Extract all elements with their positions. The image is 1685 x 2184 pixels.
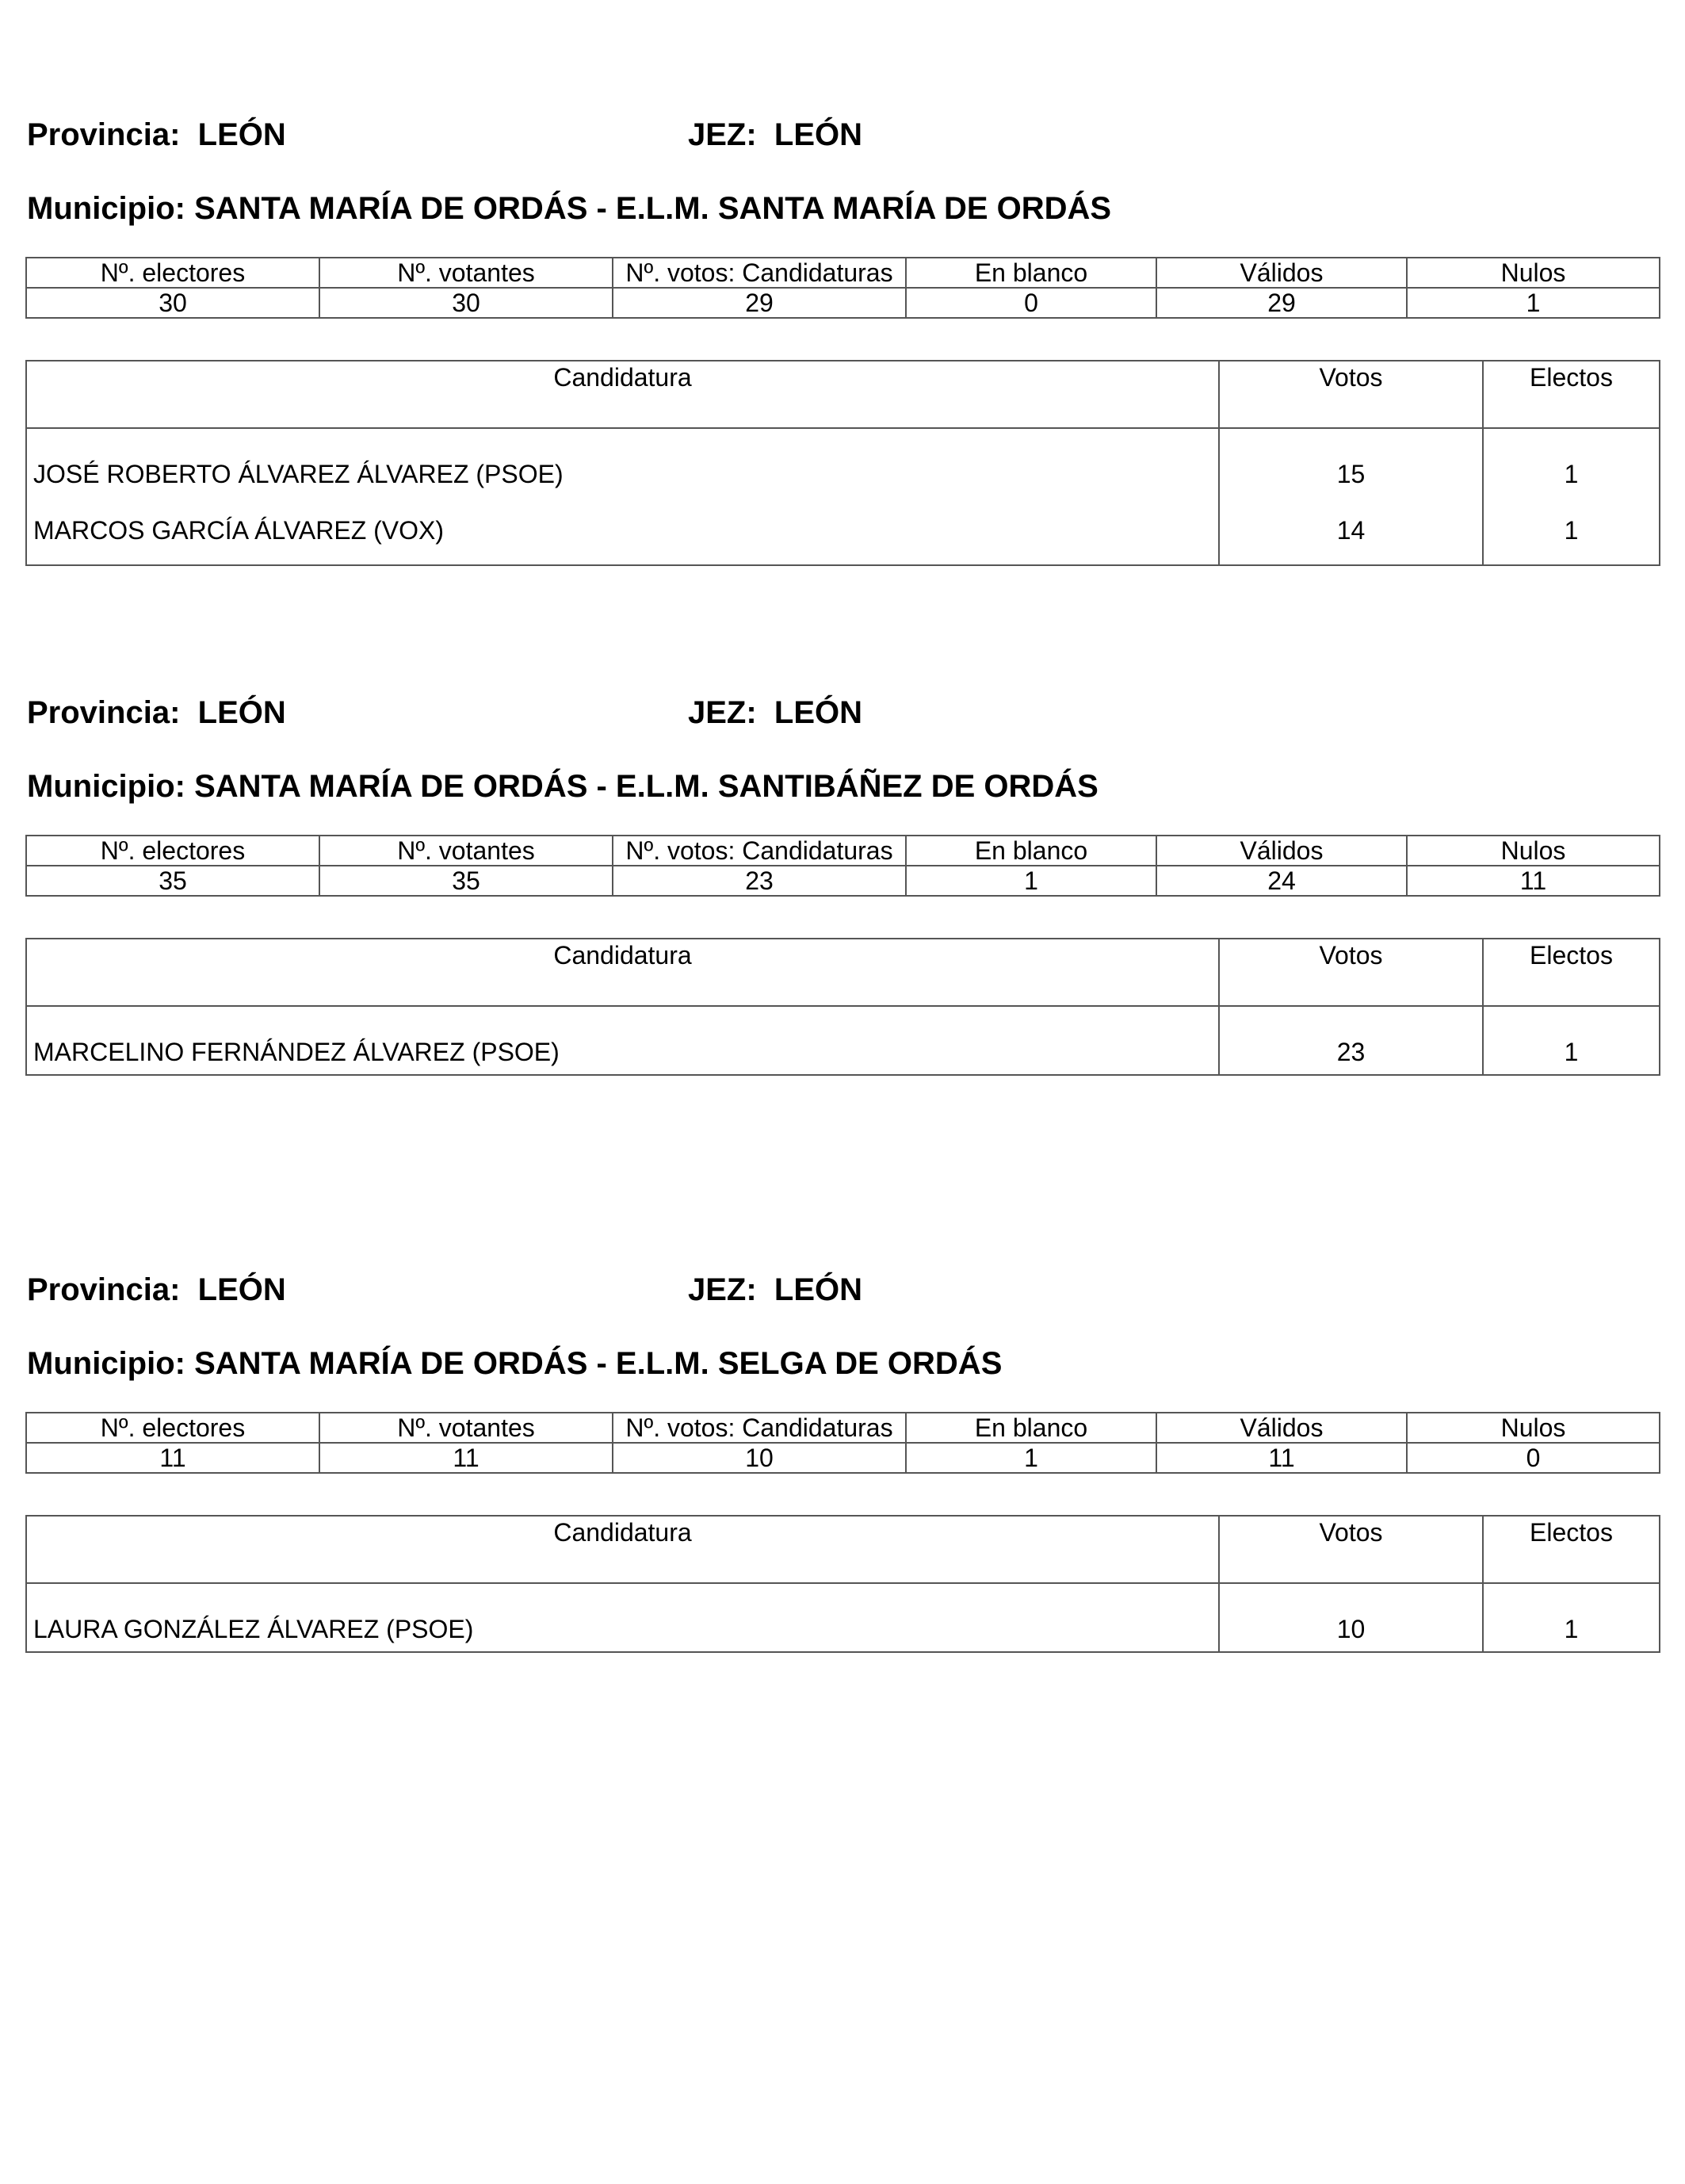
- jez-label: JEZ:: [688, 695, 757, 730]
- candidates-table: [25, 1515, 1660, 1653]
- candidates-table: [25, 360, 1660, 566]
- jez-value: LEÓN: [774, 695, 863, 730]
- stats-value-cell: 30: [319, 288, 613, 318]
- stats-header-cell: En blanco: [906, 258, 1156, 288]
- municipio-value: SANTA MARÍA DE ORDÁS - E.L.M. SANTIBÁÑEZ DE ORDÁS: [194, 769, 1098, 804]
- provincia-value: LEÓN: [197, 1272, 286, 1307]
- stats-header-row: [26, 258, 1660, 288]
- municipio-line: [27, 185, 1111, 232]
- stats-value-cell: 1: [906, 866, 1156, 896]
- stats-header-cell: Nº. votos: Candidaturas: [613, 258, 906, 288]
- candidates-header-row: [26, 361, 1660, 428]
- jez-value: LEÓN: [774, 1272, 863, 1307]
- jez-line: [688, 1266, 862, 1314]
- stats-table: [25, 257, 1660, 319]
- stats-header-cell: Válidos: [1156, 258, 1407, 288]
- stats-value-cell: 29: [1156, 288, 1407, 318]
- stats-value-cell: 23: [613, 866, 906, 896]
- candidate-row: [26, 1583, 1660, 1652]
- municipio-label: Municipio:: [27, 1346, 185, 1381]
- stats-header-row: [26, 1413, 1660, 1443]
- provincia-line: [27, 111, 286, 159]
- stats-value-cell: 35: [319, 866, 613, 896]
- candidate-electos: 1: [1483, 1583, 1660, 1652]
- stats-value-cell: 35: [26, 866, 319, 896]
- electos-header: Electos: [1483, 1516, 1660, 1583]
- municipio-value: SANTA MARÍA DE ORDÁS - E.L.M. SELGA DE ORDÁS: [194, 1346, 1003, 1381]
- jez-label: JEZ:: [688, 1272, 757, 1307]
- municipio-value: SANTA MARÍA DE ORDÁS - E.L.M. SANTA MARÍA DE ORDÁS: [194, 191, 1112, 226]
- candidate-row: [26, 496, 1660, 565]
- stats-value-cell: 11: [1156, 1443, 1407, 1473]
- candidates-header-row: [26, 939, 1660, 1006]
- candidatura-header: Candidatura: [26, 361, 1219, 428]
- jez-value: LEÓN: [774, 117, 863, 152]
- candidate-name: JOSÉ ROBERTO ÁLVAREZ ÁLVAREZ (PSOE): [26, 428, 1219, 496]
- provincia-line: [27, 689, 286, 736]
- stats-value-cell: 11: [26, 1443, 319, 1473]
- candidatura-header: Candidatura: [26, 1516, 1219, 1583]
- candidate-row: [26, 1006, 1660, 1075]
- municipio-line: [27, 1340, 1002, 1387]
- stats-header-cell: Válidos: [1156, 1413, 1407, 1443]
- stats-value-cell: 1: [906, 1443, 1156, 1473]
- stats-value-cell: 0: [1407, 1443, 1660, 1473]
- candidate-electos: 1: [1483, 428, 1660, 496]
- provincia-label: Provincia:: [27, 695, 181, 730]
- province-header: [25, 689, 1659, 736]
- provincia-label: Provincia:: [27, 1272, 181, 1307]
- stats-header-cell: Nº. electores: [26, 1413, 319, 1443]
- candidate-row: [26, 428, 1660, 496]
- electos-header: Electos: [1483, 361, 1660, 428]
- jez-line: [688, 111, 862, 159]
- stats-value-cell: 10: [613, 1443, 906, 1473]
- stats-table: [25, 1412, 1660, 1474]
- stats-header-cell: Nº. votantes: [319, 836, 613, 866]
- jez-line: [688, 689, 862, 736]
- candidates-table: [25, 938, 1660, 1076]
- stats-header-cell: Nulos: [1407, 258, 1660, 288]
- stats-header-cell: Válidos: [1156, 836, 1407, 866]
- province-header: [25, 1266, 1659, 1314]
- stats-header-cell: Nº. votos: Candidaturas: [613, 836, 906, 866]
- stats-value-cell: 11: [319, 1443, 613, 1473]
- stats-header-cell: Nº. votantes: [319, 258, 613, 288]
- stats-header-cell: Nº. votantes: [319, 1413, 613, 1443]
- candidates-header-row: [26, 1516, 1660, 1583]
- stats-header-cell: Nº. electores: [26, 836, 319, 866]
- stats-header-cell: En blanco: [906, 1413, 1156, 1443]
- stats-table: [25, 835, 1660, 897]
- stats-value-cell: 29: [613, 288, 906, 318]
- candidate-votos: 14: [1219, 496, 1483, 565]
- stats-value-cell: 11: [1407, 866, 1660, 896]
- stats-value-cell: 30: [26, 288, 319, 318]
- stats-value-cell: 0: [906, 288, 1156, 318]
- stats-value-row: [26, 288, 1660, 318]
- candidate-name: MARCELINO FERNÁNDEZ ÁLVAREZ (PSOE): [26, 1006, 1219, 1075]
- stats-header-row: [26, 836, 1660, 866]
- electos-header: Electos: [1483, 939, 1660, 1006]
- provincia-value: LEÓN: [197, 117, 286, 152]
- votos-header: Votos: [1219, 361, 1483, 428]
- provincia-label: Provincia:: [27, 117, 181, 152]
- candidatura-header: Candidatura: [26, 939, 1219, 1006]
- municipio-label: Municipio:: [27, 191, 185, 226]
- candidate-name: MARCOS GARCÍA ÁLVAREZ (VOX): [26, 496, 1219, 565]
- provincia-value: LEÓN: [197, 695, 286, 730]
- stats-header-cell: Nulos: [1407, 1413, 1660, 1443]
- candidate-electos: 1: [1483, 496, 1660, 565]
- candidate-votos: 15: [1219, 428, 1483, 496]
- province-header: [25, 111, 1659, 159]
- votos-header: Votos: [1219, 1516, 1483, 1583]
- candidate-votos: 23: [1219, 1006, 1483, 1075]
- stats-value-row: [26, 1443, 1660, 1473]
- municipio-line: [27, 763, 1098, 810]
- stats-header-cell: En blanco: [906, 836, 1156, 866]
- stats-header-cell: Nº. votos: Candidaturas: [613, 1413, 906, 1443]
- stats-value-row: [26, 866, 1660, 896]
- provincia-line: [27, 1266, 286, 1314]
- stats-header-cell: Nulos: [1407, 836, 1660, 866]
- candidate-name: LAURA GONZÁLEZ ÁLVAREZ (PSOE): [26, 1583, 1219, 1652]
- candidate-electos: 1: [1483, 1006, 1660, 1075]
- votos-header: Votos: [1219, 939, 1483, 1006]
- candidate-votos: 10: [1219, 1583, 1483, 1652]
- stats-value-cell: 1: [1407, 288, 1660, 318]
- stats-header-cell: Nº. electores: [26, 258, 319, 288]
- jez-label: JEZ:: [688, 117, 757, 152]
- municipio-label: Municipio:: [27, 769, 185, 804]
- stats-value-cell: 24: [1156, 866, 1407, 896]
